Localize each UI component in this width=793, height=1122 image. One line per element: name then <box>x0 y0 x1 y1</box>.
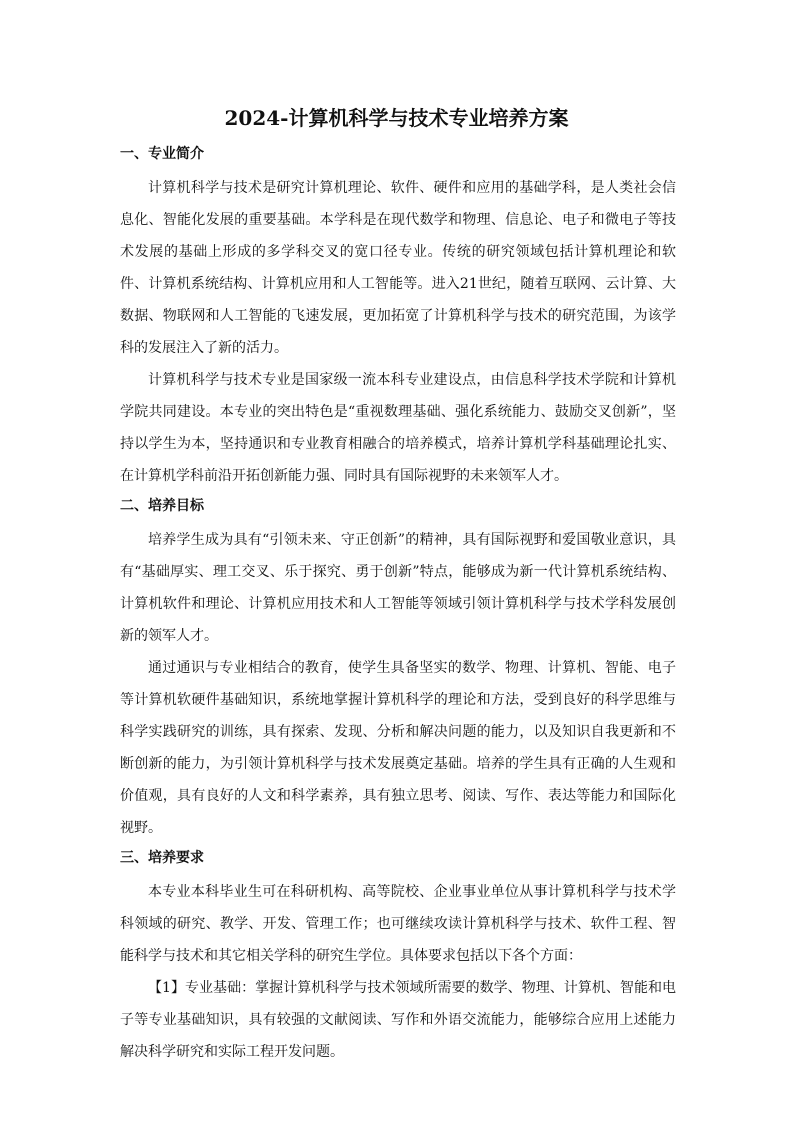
section-introduction <box>120 140 676 492</box>
paragraph: 培养学生成为具有“引领未来、守正创新”的精神，具有国际视野和爱国敬业意识，具有“基础厚实、理工交叉、乐于探究、勇于创新”特点，能够成为新一代计算机系统结构、计算机软件和理论、计算机应用技术和人工智能等领域引领计算机科学与技术学科发展创新的领军人才。 <box>120 532 676 644</box>
paragraph: 计算机科学与技术是研究计算机理论、软件、硬件和应用的基础学科，是人类社会信息化、智能化发展的重要基础。本学科是在现代数学和物理、信息论、电子和微电子等技术发展的基础上形成的多学科交叉的宽口径专业。传统的研究领域包括计算机理论和软件、计算机系统结构、计算机应用和人工智能等。进入21世纪，随着互联网、云计算、大数据、物联网和人工智能的飞速发展，更加拓宽了计算机科学与技术的研究范围，为该学科的发展注入了新的活力。 <box>120 180 676 356</box>
paragraph: 计算机科学与技术专业是国家级一流本科专业建设点，由信息科学技术学院和计算机学院共同建设。本专业的突出特色是“重视数理基础、强化系统能力、鼓励交叉创新”，坚持以学生为本，坚持通识和专业教育相融合的培养模式，培养计算机学科基础理论扎实、在计算机学科前沿开拓创新能力强、同时具有国际视野的未来领军人才。 <box>120 372 676 484</box>
paragraph: 本专业本科毕业生可在科研机构、高等院校、企业事业单位从事计算机科学与技术学科领域的研究、教学、开发、管理工作；也可继续攻读计算机科学与技术、软件工程、智能科学与技术和其它相关学科的研究生学位。具体要求包括以下各个方面： <box>120 884 676 964</box>
paragraph: 通过通识与专业相结合的教育，使学生具备坚实的数学、物理、计算机、智能、电子等计算机软硬件基础知识，系统地掌握计算机科学的理论和方法，受到良好的科学思维与科学实践研究的训练，具有探索、发现、分析和解决问题的能力，以及知识自我更新和不断创新的能力，为引领计算机科学与技术发展奠定基础。培养的学生具有正确的人生观和价值观，具有良好的人文和科学素养，具有独立思考、阅读、写作、表达等能力和国际化视野。 <box>120 660 676 836</box>
paragraph: 【1】专业基础：掌握计算机科学与技术领域所需要的数学、物理、计算机、智能和电子等专业基础知识，具有较强的文献阅读、写作和外语交流能力，能够综合应用上述能力解决科学研究和实际工程开发问题。 <box>120 980 676 1060</box>
section-requirements <box>120 844 676 1068</box>
section-objectives <box>120 492 676 844</box>
section-heading: 三、培养要求 <box>120 850 204 866</box>
document-body <box>120 140 676 1068</box>
section-heading: 一、专业简介 <box>120 146 204 162</box>
section-heading: 二、培养目标 <box>120 498 204 514</box>
document-title: 2024-计算机科学与技术专业培养方案 <box>224 106 569 130</box>
